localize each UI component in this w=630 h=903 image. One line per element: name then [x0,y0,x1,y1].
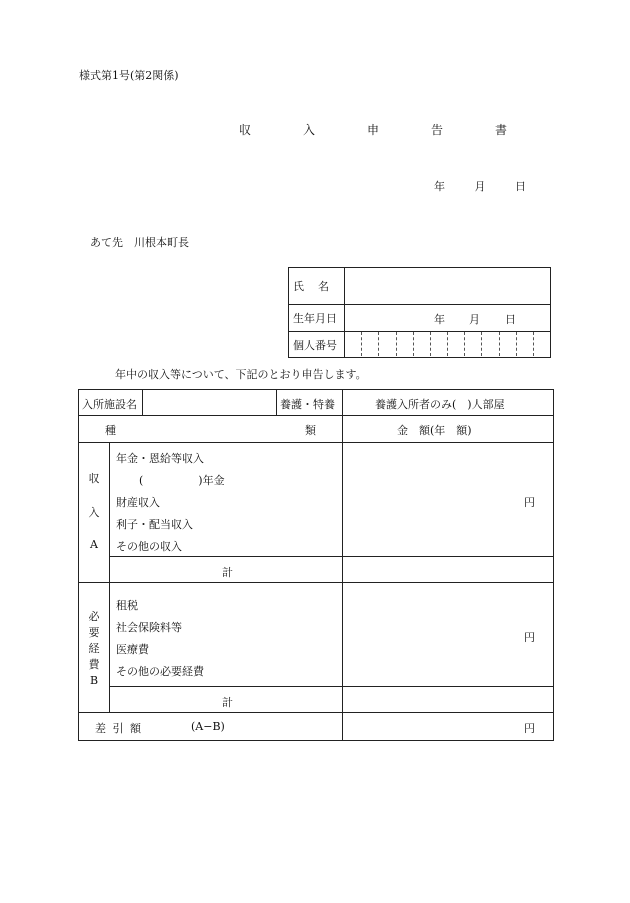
facility-name-field[interactable] [143,390,276,415]
kind-header-left: 種 [105,424,116,437]
expense-item: 医療費 [116,643,149,656]
income-amount-field[interactable] [343,443,553,556]
form-number: 様式第1号(第2関係) [79,69,179,82]
digit-box[interactable] [447,332,464,356]
income-label-char: 入 [88,506,100,519]
name-field[interactable] [345,268,551,305]
expense-label-char: 経 [88,642,100,655]
document-title: 収 入 申 告 書 [239,123,528,137]
difference-formula: (A−B) [191,720,225,733]
digit-box[interactable] [345,332,361,356]
digit-box[interactable] [481,332,498,356]
birthdate-label: 生年月日 [289,305,345,332]
expense-amount-field[interactable] [343,583,553,686]
income-label-char: A [90,538,98,551]
income-table [78,389,554,741]
applicant-table [288,267,551,358]
addressee: あて先 川根本町長 [90,236,189,249]
kind-header-right: 類 [305,424,316,437]
name-label-cell [289,268,345,305]
personal-number-field[interactable] [345,332,551,358]
difference-amount-field[interactable] [343,713,553,740]
date-month: 月 [474,180,486,193]
facility-type: 養護・特養 [280,398,335,411]
difference-unit: 円 [524,722,535,735]
birthdate-day: 日 [505,313,516,326]
expense-item: 租税 [116,599,138,612]
income-item: 利子・配当収入 [116,518,193,531]
intro-text: 年中の収入等について、下記のとおり申告します。 [115,368,367,381]
digit-box[interactable] [378,332,395,356]
expense-subtotal-field[interactable] [343,687,553,712]
name-label: 氏名 [293,280,343,293]
facility-label: 入所施設名 [82,398,137,411]
income-subtotal-field[interactable] [343,557,553,582]
expense-unit: 円 [524,631,535,644]
expense-label-char: 費 [88,658,100,671]
expense-item: 社会保険料等 [116,621,182,634]
digit-box[interactable] [499,332,516,356]
income-item: 年金・恩給等収入 [116,452,204,465]
digit-box[interactable] [516,332,533,356]
room-note: 養護入所者のみ( )人部屋 [375,398,505,411]
expense-label-char: 要 [88,626,100,639]
income-item: ( )年金 [139,474,225,487]
date-day: 日 [515,180,526,193]
income-item: 財産収入 [116,496,160,509]
digit-box[interactable] [464,332,481,356]
expense-label-char: B [89,674,99,687]
digit-box[interactable] [396,332,413,356]
expense-label-char: 必 [88,610,100,623]
income-subtotal-label: 計 [222,566,233,579]
difference-label: 差 引 額 [95,722,141,735]
digit-box[interactable] [413,332,430,356]
digit-box[interactable] [430,332,447,356]
date-line [434,178,526,194]
digit-box[interactable] [361,332,378,356]
birthdate-year: 年 [434,313,445,326]
birthdate-month: 月 [469,313,480,326]
income-label-char: 収 [88,472,100,485]
amount-header: 金 額(年 額) [397,424,472,437]
income-unit: 円 [524,496,535,509]
birthdate-field[interactable] [345,305,551,332]
personal-number-digits [345,332,550,357]
income-item: その他の収入 [116,540,182,553]
expense-subtotal-label: 計 [222,696,233,709]
expense-item: その他の必要経費 [116,665,204,678]
digit-box[interactable] [533,332,550,356]
date-year: 年 [434,180,445,193]
personal-number-label: 個人番号 [289,332,345,358]
